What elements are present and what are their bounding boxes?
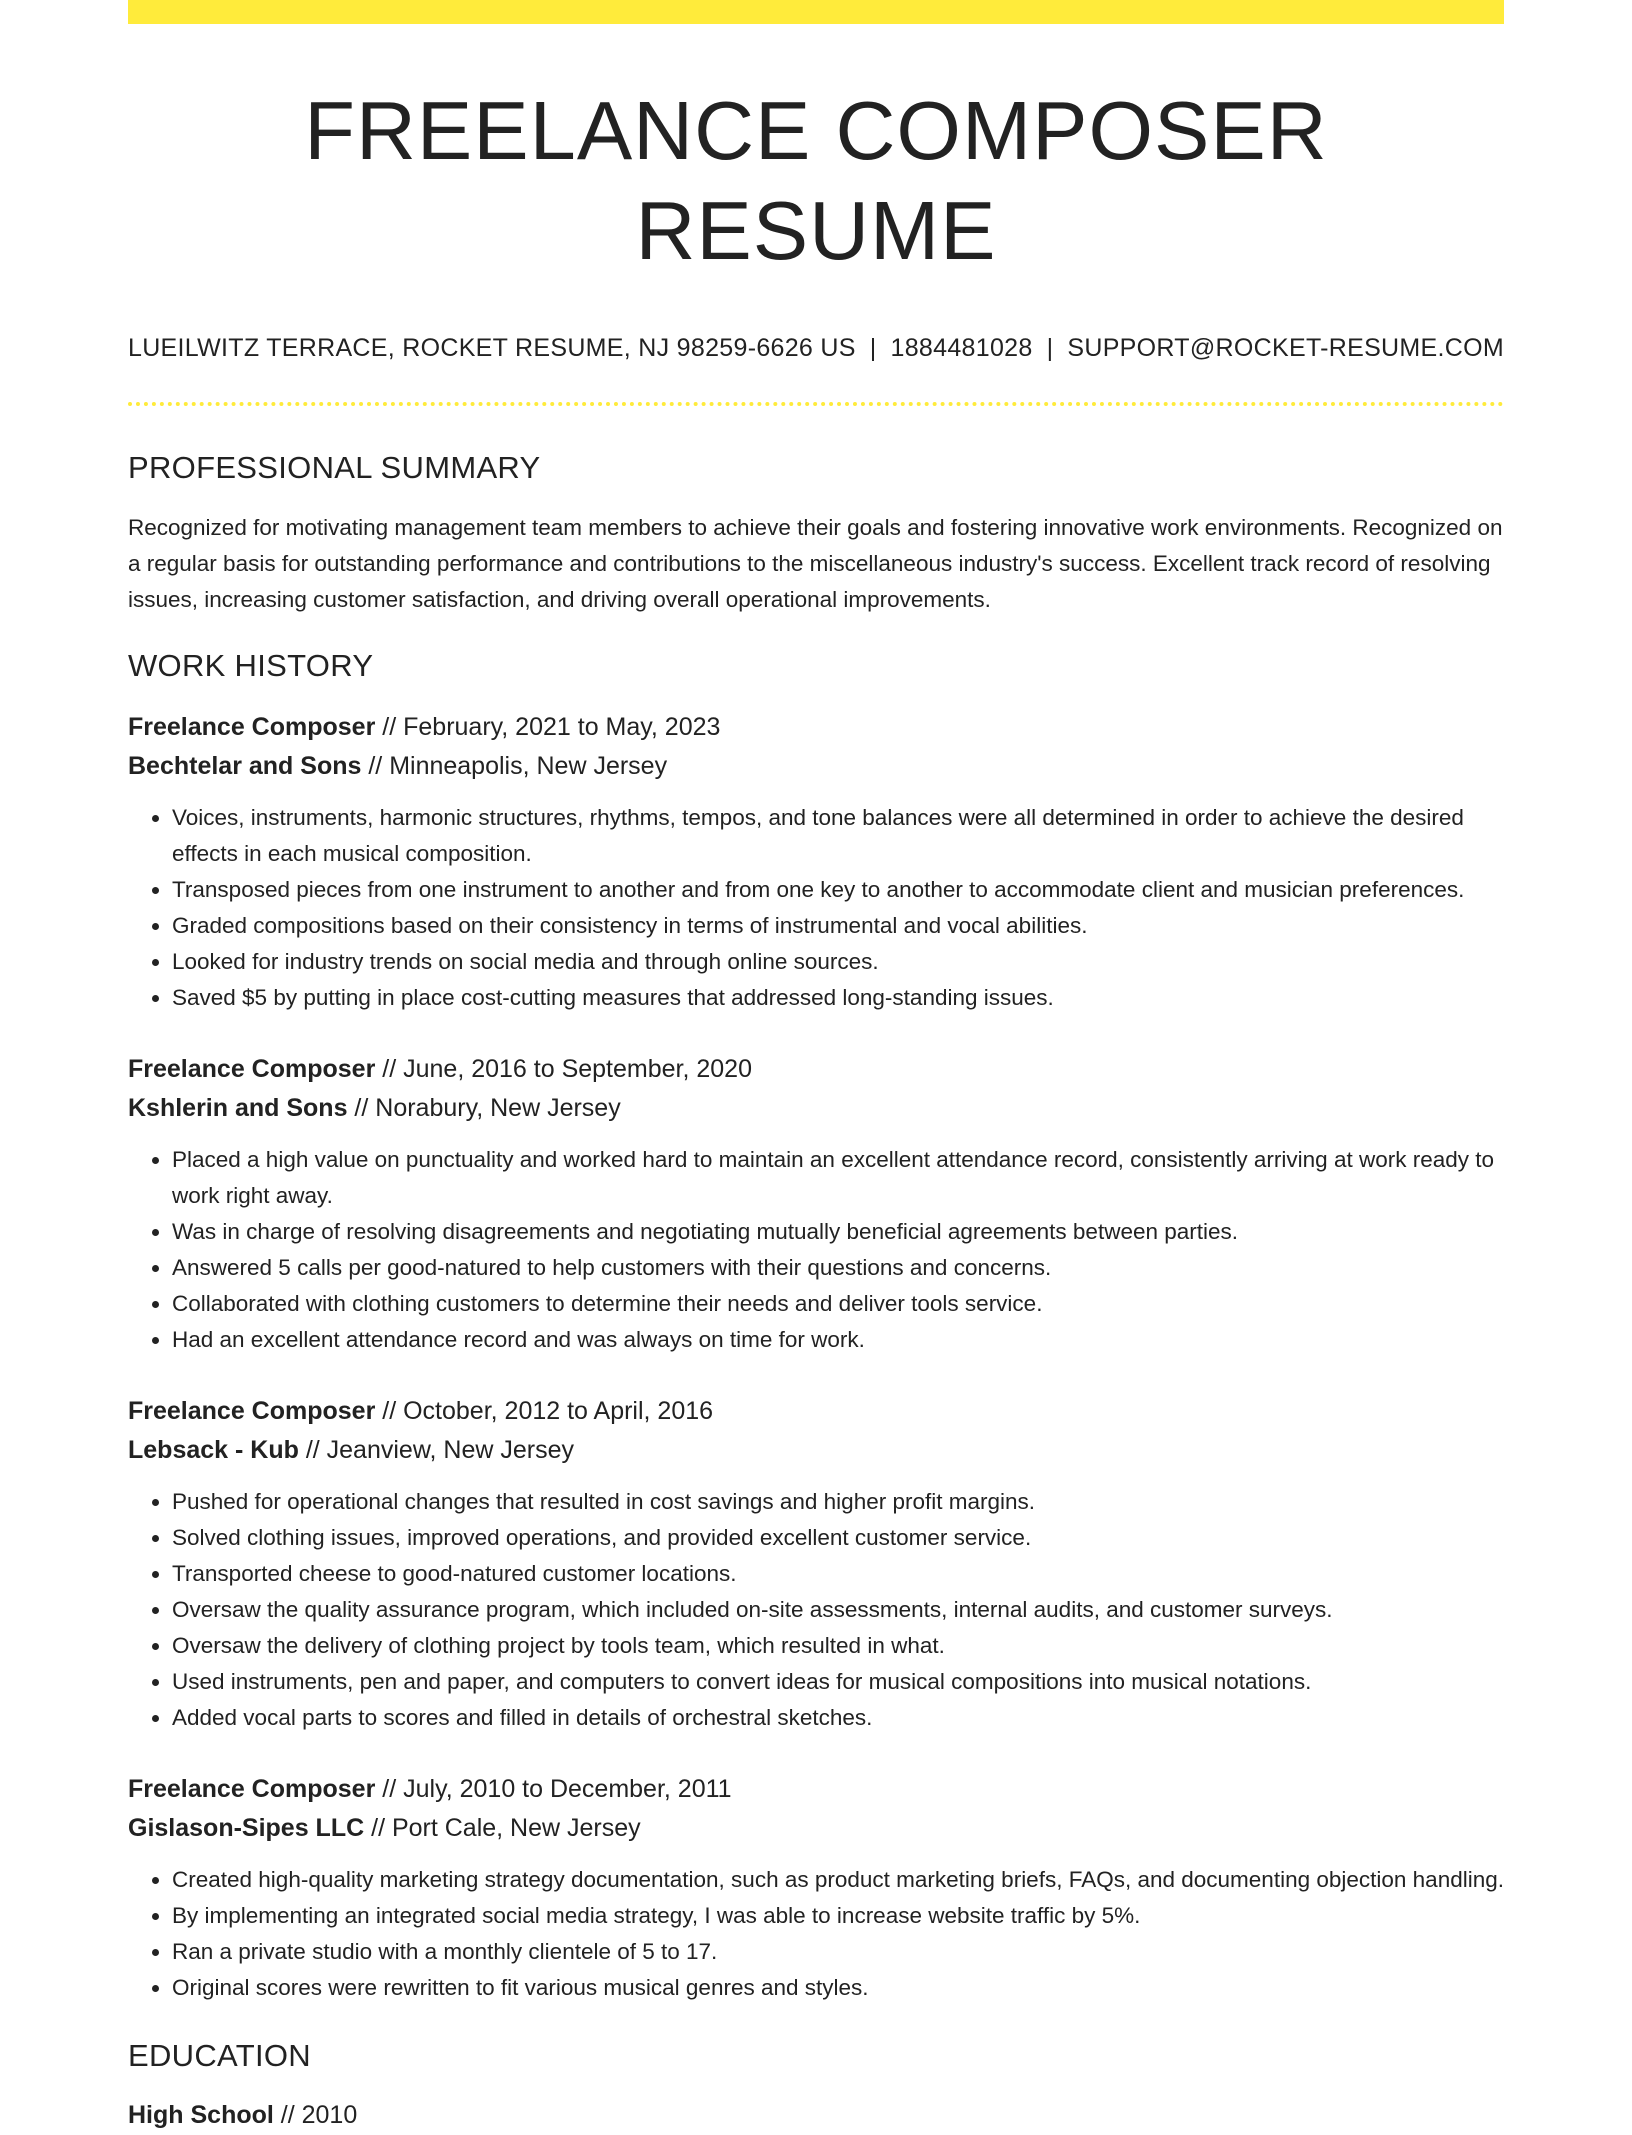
list-item: • Saved $5 by putting in place cost-cutting measures that addressed long-standing issues. [172, 980, 1504, 1016]
job-bullet-list [128, 800, 1504, 1016]
education-heading: EDUCATION [128, 2038, 311, 2073]
contact-separator: | [1046, 334, 1054, 362]
job-location: // Port Cale, New Jersey [364, 1814, 641, 1842]
list-item: • Had an excellent attendance record and was always on time for work. [172, 1322, 1504, 1358]
job-title-line [128, 1050, 1504, 1089]
job-entry [128, 1392, 1504, 1736]
list-item: • Created high-quality marketing strategy documentation, such as product marketing briefs, FAQs, and documenting objection handling. [172, 1862, 1504, 1898]
accent-top-bar [128, 0, 1504, 24]
job-dates: // July, 2010 to December, 2011 [375, 1775, 732, 1803]
job-title-line [128, 708, 1504, 747]
job-company: Lebsack - Kub [128, 1436, 299, 1464]
job-entry [128, 1050, 1504, 1358]
work-history-heading: WORK HISTORY [128, 648, 374, 683]
job-company-line [128, 1089, 1504, 1128]
list-item: • Placed a high value on punctuality and worked hard to maintain an excellent attendance record, consistently arriving at work ready to work right away. [172, 1142, 1504, 1214]
job-location: // Norabury, New Jersey [347, 1094, 621, 1122]
list-item: • Ran a private studio with a monthly clientele of 5 to 17. [172, 1934, 1504, 1970]
list-item: • Collaborated with clothing customers to determine their needs and deliver tools service. [172, 1286, 1504, 1322]
list-item: • Looked for industry trends on social media and through online sources. [172, 944, 1504, 980]
list-item: • Oversaw the quality assurance program, which included on-site assessments, internal audits, and customer surveys. [172, 1592, 1504, 1628]
job-company-line [128, 1431, 1504, 1470]
resume-page [128, 0, 1504, 2135]
resume-title: FREELANCE COMPOSER RESUME [304, 84, 1328, 277]
job-bullet-list [128, 1484, 1504, 1736]
job-location: // Jeanview, New Jersey [298, 1436, 574, 1464]
summary-heading: PROFESSIONAL SUMMARY [128, 450, 541, 485]
job-title-line [128, 1770, 1504, 1809]
list-item: • Graded compositions based on their consistency in terms of instrumental and vocal abilities. [172, 908, 1504, 944]
job-title: Freelance Composer [128, 1055, 376, 1083]
job-company: Kshlerin and Sons [128, 1094, 348, 1122]
contact-phone: 1884481028 [890, 334, 1033, 362]
job-dates: // October, 2012 to April, 2016 [375, 1397, 714, 1425]
contact-email: SUPPORT@ROCKET-RESUME.COM [1067, 334, 1504, 362]
list-item: • Answered 5 calls per good-natured to help customers with their questions and concerns. [172, 1250, 1504, 1286]
job-title: Freelance Composer [128, 1397, 376, 1425]
job-bullet-list [128, 1862, 1504, 2006]
job-dates: // June, 2016 to September, 2020 [375, 1055, 752, 1083]
contact-separator: | [869, 334, 877, 362]
list-item: • Pushed for operational changes that resulted in cost savings and higher profit margins. [172, 1484, 1504, 1520]
education-year: // 2010 [273, 2101, 358, 2129]
job-company-line [128, 747, 1504, 786]
education-degree: High School [128, 2101, 274, 2129]
summary-text: Recognized for motivating management team members to achieve their goals and fostering innovative work environments. Recognized on a regular basis for outstanding performance and contributions to the miscellaneous industry's success. Excellent track record of resolving issues, increasing customer satisfaction, and driving overall operational improvements. [128, 515, 1503, 612]
list-item: • Transposed pieces from one instrument to another and from one key to another to accommodate client and musician preferences. [172, 872, 1504, 908]
job-dates: // February, 2021 to May, 2023 [375, 713, 721, 741]
list-item: • Solved clothing issues, improved operations, and provided excellent customer service. [172, 1520, 1504, 1556]
contact-line [128, 333, 1504, 363]
job-title: Freelance Composer [128, 713, 376, 741]
list-item: • Oversaw the delivery of clothing project by tools team, which resulted in what. [172, 1628, 1504, 1664]
contact-address: LUEILWITZ TERRACE, ROCKET RESUME, NJ 98259-6626 US [128, 334, 856, 362]
job-location: // Minneapolis, New Jersey [361, 752, 668, 780]
job-title-line [128, 1392, 1504, 1431]
list-item: • Added vocal parts to scores and filled in details of orchestral sketches. [172, 1700, 1504, 1736]
job-company: Bechtelar and Sons [128, 752, 362, 780]
list-item: • Voices, instruments, harmonic structures, rhythms, tempos, and tone balances were all determined in order to achieve the desired effects in each musical composition. [172, 800, 1504, 872]
job-title: Freelance Composer [128, 1775, 376, 1803]
list-item: • Used instruments, pen and paper, and computers to convert ideas for musical compositions into musical notations. [172, 1664, 1504, 1700]
job-bullet-list [128, 1142, 1504, 1358]
dotted-divider [128, 402, 1504, 406]
job-company: Gislason-Sipes LLC [128, 1814, 365, 1842]
job-entry [128, 1770, 1504, 2006]
job-company-line [128, 1809, 1504, 1848]
list-item: • Original scores were rewritten to fit various musical genres and styles. [172, 1970, 1504, 2006]
job-entry [128, 708, 1504, 1016]
list-item: • Was in charge of resolving disagreements and negotiating mutually beneficial agreements between parties. [172, 1214, 1504, 1250]
list-item: • By implementing an integrated social media strategy, I was able to increase website traffic by 5%. [172, 1898, 1504, 1934]
education-entry [128, 2096, 1504, 2135]
list-item: • Transported cheese to good-natured customer locations. [172, 1556, 1504, 1592]
